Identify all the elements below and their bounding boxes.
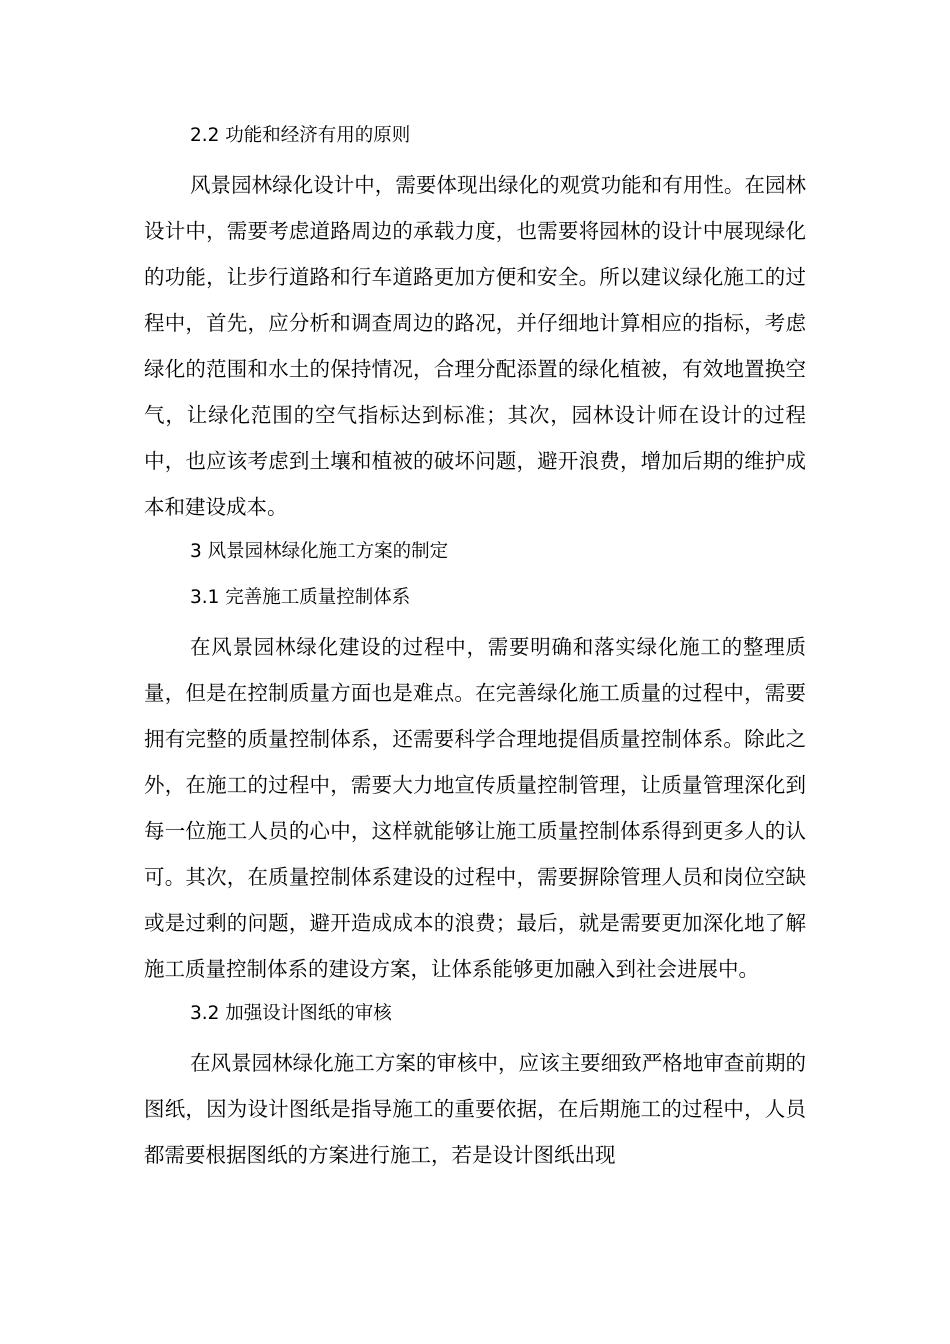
section-heading-3-2: 3.2 加强设计图纸的审核 <box>190 1003 392 1024</box>
section-paragraph-2-2: 风景园林绿化设计中，需要体现出绿化的观赏功能和有用性。在园林设计中，需要考虑道路周边的承载力度，也需要将园林的设计中展现绿化的功能，让步行道路和行车道路更加方便和安全。所以建议绿化施工的过程中，首先，应分析和调查周边的路况，并仔细地计算相应的指标，考虑绿化的范围和水土的保持情况，合理分配添置的绿化植被，有效地置换空气，让绿化范围的空气指标达到标准；其次，园林设计师在设计的过程中，也应该考虑到土壤和植被的破坏问题，避开浪费，增加后期的维护成本和建设成本。 <box>144 173 806 519</box>
section-paragraph-3-1: 在风景园林绿化建设的过程中，需要明确和落实绿化施工的整理质量，但是在控制质量方面也是难点。在完善绿化施工质量的过程中，需要拥有完整的质量控制体系，还需要科学合理地提倡质量控制体系。除此之外，在施工的过程中，需要大力地宣传质量控制管理，让质量管理深化到每一位施工人员的心中，这样就能够让施工质量控制体系得到更多人的认可。其次，在质量控制体系建设的过程中，需要摒除管理人员和岗位空缺或是过剩的问题，避开造成成本的浪费；最后，就是需要更加深化地了解施工质量控制体系的建设方案，让体系能够更加融入到社会进展中。 <box>144 635 806 981</box>
section-heading-3: 3 风景园林绿化施工方案的制定 <box>190 541 449 562</box>
document-body <box>144 116 806 1178</box>
section-paragraph-3-2: 在风景园林绿化施工方案的审核中，应该主要细致严格地审查前期的图纸，因为设计图纸是指导施工的重要依据，在后期施工的过程中，人员都需要根据图纸的方案进行施工，若是设计图纸出现 <box>144 1051 806 1167</box>
section-heading-2-2: 2.2 功能和经济有用的原则 <box>190 125 411 146</box>
section-heading-3-1: 3.1 完善施工质量控制体系 <box>190 587 411 608</box>
